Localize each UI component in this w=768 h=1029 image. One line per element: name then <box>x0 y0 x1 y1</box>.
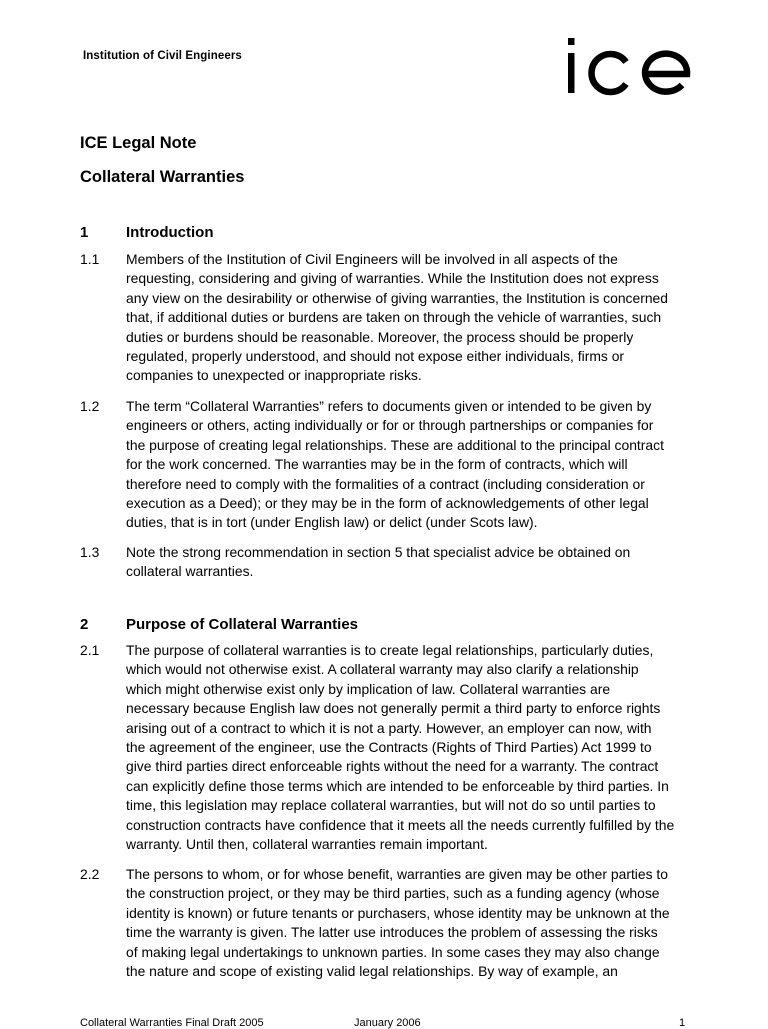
text-line: the construction project, or they may be third parties, such as a funding agency (whose <box>126 885 660 902</box>
text-line: The term “Collateral Warranties” refers to documents given or intended to be given by <box>126 398 652 414</box>
section-heading <box>80 616 358 633</box>
text-line: duties, that is in tort (under English law) or delict (under Scots law). <box>126 514 538 531</box>
text-line: necessary because English law does not generally permit a third party to enforce rights <box>126 700 661 717</box>
text-line: warranty. Until then, collateral warranties remain important. <box>126 836 488 853</box>
ice-logo-icon <box>564 36 696 96</box>
text-line: construction contracts have confidence that it meets all the needs currently fulfilled by the <box>126 816 675 833</box>
text-line: Note the strong recommendation in section 5 that specialist advice be obtained on <box>126 544 631 560</box>
text-line: companies to unexpected or inappropriate risks. <box>126 367 422 384</box>
paragraph <box>80 397 690 533</box>
text-line: which would not otherwise exist. A collateral warranty may also clarify a relationship <box>126 661 639 678</box>
paragraph-number: 1.1 <box>80 251 100 267</box>
ice-logo <box>564 36 696 101</box>
document-subtitle: Collateral Warranties <box>80 168 245 186</box>
text-line: time, this legislation may replace collateral warranties, but will not do so until parties to <box>126 797 656 814</box>
footer-date: January 2006 <box>354 1017 421 1029</box>
section-number: 1 <box>80 224 89 241</box>
paragraph <box>80 250 690 386</box>
text-line: identity is known) or future tenants or purchasers, whose identity may be unknown at the <box>126 904 670 921</box>
paragraph-number: 1.3 <box>80 544 100 560</box>
paragraph <box>80 641 690 854</box>
text-line: of making legal undertakings to unknown parties. In some cases they may also change <box>126 943 660 960</box>
footer-page-number: 1 <box>679 1017 686 1029</box>
text-line: the purpose of creating legal relationships. These are additional to the principal contract <box>126 436 664 453</box>
text-line: duties or burdens should be reasonable. Moreover, the process should be properly <box>126 328 634 345</box>
section-number: 2 <box>80 616 89 633</box>
text-line: engineers or others, acting individually or for or through partnerships or companies for <box>126 417 654 434</box>
footer-document-name: Collateral Warranties Final Draft 2005 <box>80 1017 264 1029</box>
text-line: execution as a Deed); or they may be in the form of acknowledgements of other legal <box>126 495 649 512</box>
text-line: the agreement of the engineer, use the Contracts (Rights of Third Parties) Act 1999 to <box>126 739 652 756</box>
text-line: can explicitly define those terms which are intended to be enforceable by third parties. In <box>126 777 669 794</box>
paragraph <box>80 543 690 582</box>
organization-name: Institution of Civil Engineers <box>83 50 242 62</box>
text-line: regulated, properly understood, and should not expose either individuals, firms or <box>126 348 625 365</box>
text-line: that, if additional duties or burdens are taken on through the vehicle of warranties, such <box>126 309 662 326</box>
text-line: which might otherwise exist only by implication of law. Collateral warranties are <box>126 680 611 697</box>
paragraph-number: 2.2 <box>80 866 100 882</box>
text-line: give third parties direct enforceable rights without the need for a warranty. The contract <box>126 758 659 775</box>
section-heading <box>80 224 213 241</box>
text-line: any view on the desirability or otherwise of giving warranties, the Institution is concerned <box>126 289 669 306</box>
document-title: ICE Legal Note <box>80 134 197 152</box>
section-title: Introduction <box>126 224 214 241</box>
text-line: Members of the Institution of Civil Engineers will be involved in all aspects of the <box>126 251 618 267</box>
text-line: arising out of a contract to which it is not a party. However, an employer can now, with <box>126 719 652 736</box>
text-line: collateral warranties. <box>126 563 254 580</box>
paragraph-number: 1.2 <box>80 398 100 414</box>
paragraph <box>80 865 690 981</box>
text-line: time the warranty is given. The latter use introduces the problem of assessing the risks <box>126 924 658 941</box>
text-line: The purpose of collateral warranties is to create legal relationships, particularly duties, <box>126 642 654 658</box>
text-line: for the work concerned. The warranties may be in the form of contracts, which will <box>126 456 628 473</box>
paragraph-number: 2.1 <box>80 642 100 658</box>
text-line: The persons to whom, or for whose benefit, warranties are given may be other parties to <box>126 866 669 882</box>
section-title: Purpose of Collateral Warranties <box>126 616 359 633</box>
text-line: requesting, considering and giving of warranties. While the Institution does not express <box>126 270 659 287</box>
text-line: the nature and scope of existing valid legal relationships. By way of example, an <box>126 963 618 980</box>
text-line: therefore need to comply with the formalities of a contract (including consideration or <box>126 475 645 492</box>
